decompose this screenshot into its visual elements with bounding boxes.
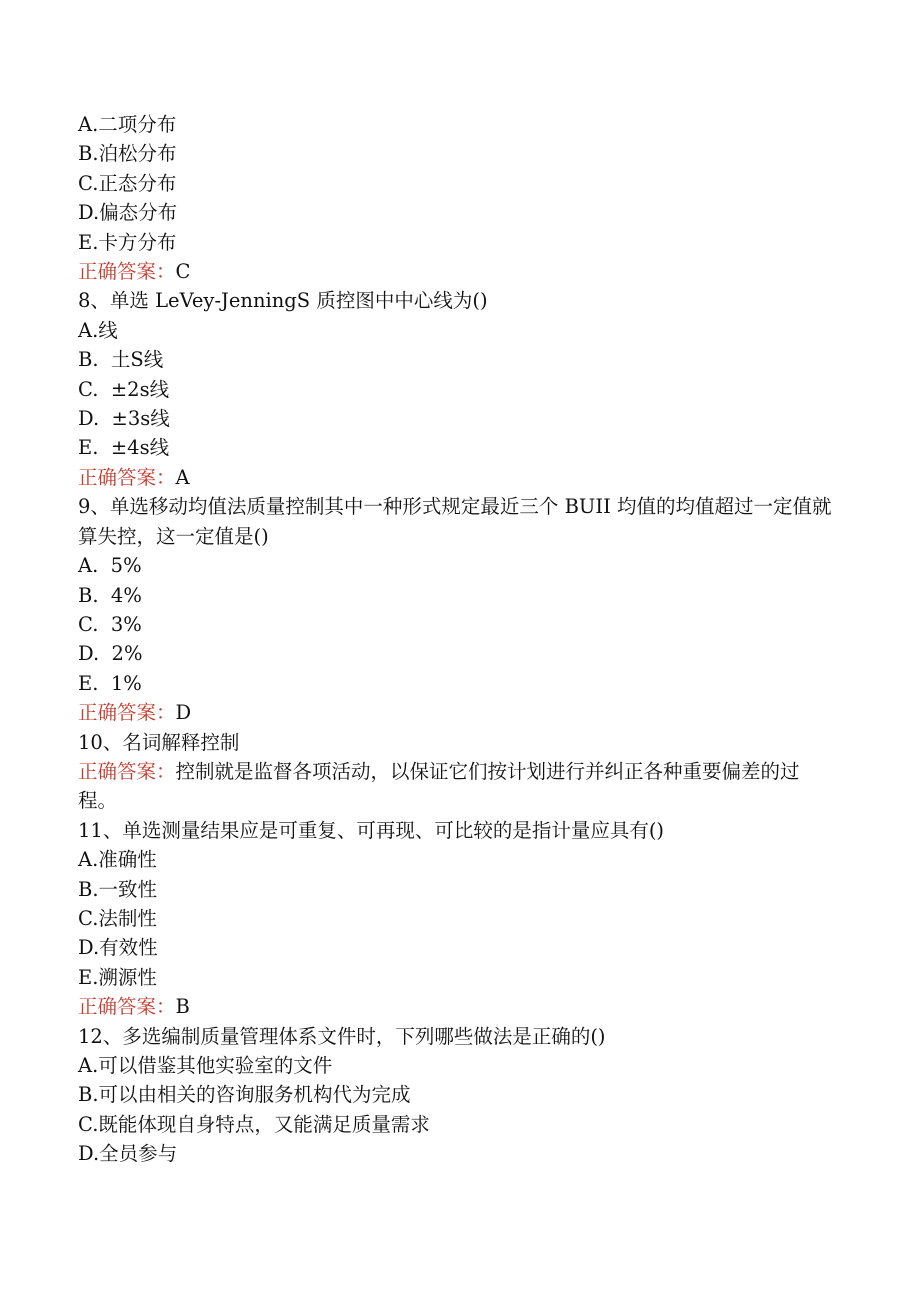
option-line: A.可以借鉴其他实验室的文件 — [78, 1054, 333, 1077]
question-line: 10、名词解释控制 — [78, 730, 240, 754]
option-line: C.既能体现自身特点，又能满足质量需求 — [78, 1112, 430, 1136]
option-line: A.二项分布 — [78, 113, 177, 136]
option-line: B. 4% — [78, 583, 142, 607]
document-page — [78, 110, 838, 1169]
option-line: D.有效性 — [78, 936, 158, 960]
option-line: B.泊松分布 — [78, 142, 177, 166]
option-line: C. ±2s线 — [78, 377, 170, 401]
option-line: D. ±3s线 — [78, 407, 170, 431]
answer-text: 控制就是监督各项活动，以保证它们按计划进行并纠正各种重要偏差的过程。 — [78, 759, 800, 813]
option-line: C.法制性 — [78, 906, 157, 930]
answer-label: 正确答案： — [78, 701, 176, 725]
answer-text: D — [175, 701, 192, 725]
question-line: 12、多选编制质量管理体系文件时，下列哪些做法是正确的() — [78, 1024, 606, 1048]
option-line: C.正态分布 — [78, 171, 177, 195]
answer-text: A — [175, 465, 190, 489]
answer-line — [78, 698, 838, 727]
question-line: 11、单选测量结果应是可重复、可再现、可比较的是指计量应具有() — [78, 818, 665, 842]
option-line: B. 土S线 — [78, 348, 164, 372]
option-line: A.线 — [78, 318, 118, 342]
option-line: D.偏态分布 — [78, 201, 178, 225]
answer-line — [78, 463, 838, 492]
answer-text: B — [175, 995, 190, 1019]
option-line: C. 3% — [78, 612, 142, 636]
option-line: B.可以由相关的咨询服务机构代为完成 — [78, 1083, 411, 1107]
option-line: A. 5% — [78, 554, 142, 578]
question-line: 8、单选 LeVey-JenningS 质控图中中心线为() — [78, 289, 488, 313]
option-line: D.全员参与 — [78, 1142, 178, 1166]
answer-line — [78, 757, 838, 816]
option-line: E. ±4s线 — [78, 436, 170, 460]
option-line: D. 2% — [78, 642, 143, 666]
answer-label: 正确答案： — [78, 260, 176, 284]
option-line: E.溯源性 — [78, 965, 157, 989]
question-line: 9、单选移动均值法质量控制其中一种形式规定最近三个 BUII 均值的均值超过一定值就算失控，这一定值是() — [78, 495, 832, 548]
answer-label: 正确答案： — [78, 465, 176, 489]
answer-label: 正确答案： — [78, 995, 176, 1019]
option-line: E. 1% — [78, 671, 142, 695]
answer-line — [78, 992, 838, 1021]
answer-line — [78, 257, 838, 286]
answer-text: C — [175, 260, 191, 284]
answer-label: 正确答案： — [78, 759, 176, 783]
option-line: A.准确性 — [78, 848, 157, 872]
option-line: E.卡方分布 — [78, 230, 177, 254]
option-line: B.一致性 — [78, 877, 158, 901]
